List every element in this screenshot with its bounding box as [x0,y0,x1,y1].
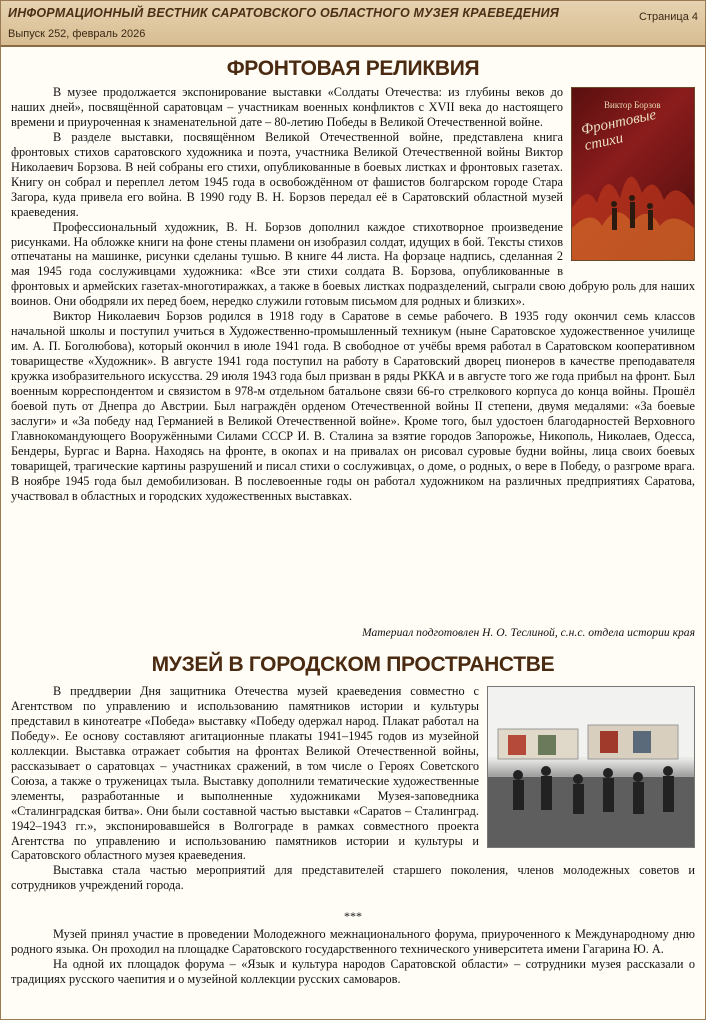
book-author-text: Виктор Борзов [604,100,661,110]
book-title-text: Фронтовые стихи [579,106,658,155]
page-number: Страница 4 [638,11,698,23]
exhibition-hall-illustration [488,687,694,847]
article2-paragraph: Выставка стала частью мероприятий для представителей старшего поколения, членов молодежных советов и сотрудников учреждений города. [11,863,695,893]
article2-body-continued [11,927,695,987]
article2-paragraph: Музей принял участие в проведении Молодежного межнационального форума, приуроченного к Международному дню родного языка. Он проходил на площадке Саратовского государственного технического университета имени Гагарина Ю. А. [11,927,695,956]
article2-body [11,684,695,893]
article1-body [11,85,695,504]
article2-title: МУЗЕЙ В ГОРОДСКОМ ПРОСТРАНСТВЕ [151,653,555,676]
article1-paragraph: В разделе выставки, посвящённом Великой Отечественной войне, представлена книга фронтовых стихов саратовского художника и поэта, участника Великой Отечественной войны Виктор Николаевич Борзова. В ней собраны его стихи, опубликованные в боевых листках и фронтовых газетах. Книгу он собрал и переплел летом 1945 года в освобождённом от фашистов болгарском городе Стара Загора, куда привела его война. В 1990 году В. Н. Борзов передал её в Саратовский областной музей краеведения. [11,129,563,219]
exhibition-photo [487,686,695,848]
article1-paragraph: Профессиональный художник, В. Н. Борзов дополнил каждое стихотворное произведение рисунками. На обложке книги на фоне стены пламени он изобразил солдат, идущих в бой. Тексты стихов отпечатаны на машинке, рисунки сделаны тушью. В книге 44 листа. На форзаце надпись, сделанная 2 мая 1945 года сослуживцами художника: «Все эти стихи солдата В. Борзова, опубликованные в фронтовых и армейских газетах-многотиражках, а также в боевых листках подразделений, сыграли свою добрую роль для наших воинов. Они ободряли их перед боем, нередко служили готовым письмом для родных и близких». [11,219,695,309]
article2-paragraph: В преддверии Дня защитника Отечества музей краеведения совместно с Агентством по управлению и использованию памятников истории и культуры представил в кинотеатре «Победа» выставку «Победу одержал народ. Плакат работал на Победу». Ее основу составляют агитационные плакаты 1941–1945 годов из музейной коллекции. Выставка отражает события на фронтах Великой Отечественной войны, рассказывает о саратовцах – участниках сражений, в том числе о Героях Советского Союза, а также о труженицах тыла. Выставку дополнили тематические художественные элементы, разработанные и выполненные художниками Музея-заповедника «Сталинградская битва». Они были составной частью выставки «Саратов – Сталинград. 1942–1943 гг.», экспонировавшейся в Волгограде в рамках совместного проекта Агентства по управлению и использованию памятников истории и культуры и Саратовского областного музея краеведения. [11,684,479,863]
article1-credit: Материал подготовлен Н. О. Теслиной, с.н.с. отдела истории края [362,626,695,639]
article2-paragraph: На одной их площадок форума – «Язык и культура народов Саратовской области» – сотрудники музея рассказали о традициях русского чаепития и о музейной коллекции русских самоваров. [11,956,695,986]
issue-number: Выпуск 252, февраль 2026 [8,28,146,40]
article1-paragraph: Виктор Николаевич Борзов родился в 1918 году в Саратове в семье рабочего. В 1935 году окончил семь классов начальной школы и поступил учиться в Художественно-промышленный техникум (ныне Саратовское художественное училище им. А. П. Боголюбова), который окончил в июле 1941 года. В свободное от учёбы время работал в Саратовском кооперативном товариществе «Художник». В августе 1941 года поступил на работу в Саратовский дворец пионеров в качестве преподавателя кружка изобразительного искусства. 29 июля 1943 года был призван в ряды РККА и в августе того же года прибыл на фронт. Был военным корреспондентом и связистом в 978-м отдельном батальоне связи 66-го стрелкового корпуса до конца войны. Прошёл боевой путь от Днепра до Австрии. Был награждён орденом Отечественной войны II степени, двумя медалями: «За боевые заслуги» и «За победу над Германией в Великой Отечественной войне». Кроме того, был удостоен благодарностей Верховного Главнокомандующего Вооружёнными Силами СССР И. В. Сталина за взятие городов Запорожье, Никополь, Николаев, Одесса, Бендеры, Бургас и Варна. Находясь на фронте, в окопах и на привалах он рисовал суровые будни войны, лица своих боевых товарищей, трагические картины разрушений и писал стихи о сослуживцах, о доме, о родных, о вере в Победу, о разгроме врага. В ноябре 1945 года был демобилизован. В послевоенные годы он работал художником на различных предприятиях Саратова, участвовал в областных и городских художественных выставках. [11,309,695,503]
newsletter-title: ИНФОРМАЦИОННЫЙ ВЕСТНИК САРАТОВСКОГО ОБЛАСТНОГО МУЗЕЯ КРАЕВЕДЕНИЯ [8,6,560,20]
page-header [1,1,705,47]
section-separator: *** [344,909,362,923]
article1-title: ФРОНТОВАЯ РЕЛИКВИЯ [226,57,480,80]
book-cover-photo [571,87,695,261]
article1-paragraph: В музее продолжается экспонирование выставки «Солдаты Отечества: из глубины веков до наших дней», посвящённой саратовцам – участникам военных конфликтов с XVII века до настоящего времени и приуроченная к знаменательной дате – 80-летию Победы в Великой Отечественной войне. [11,85,563,129]
